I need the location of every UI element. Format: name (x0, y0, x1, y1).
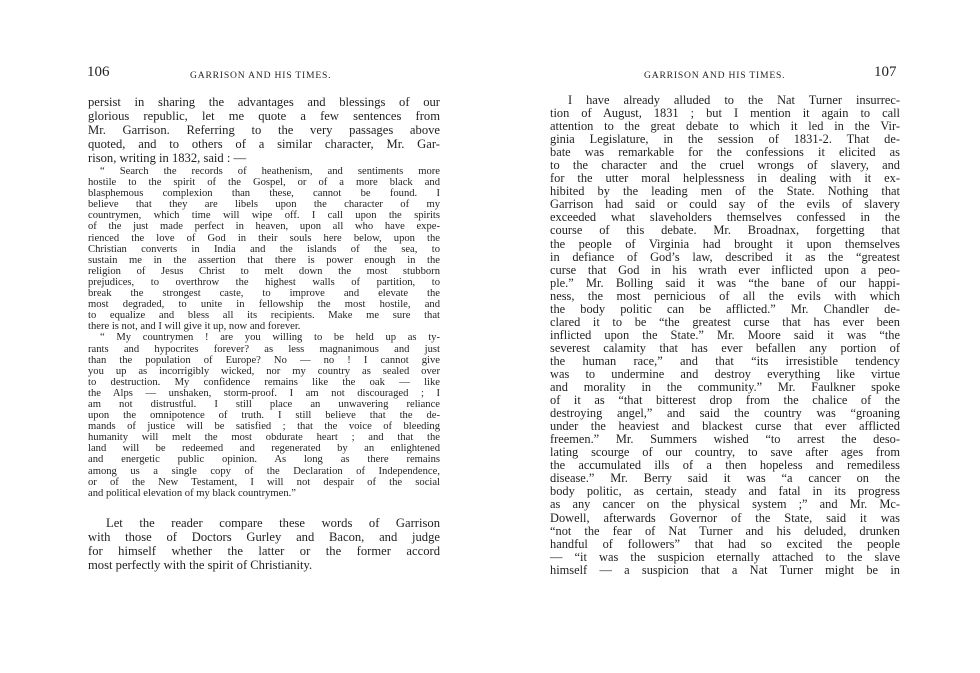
left-running-head: GARRISON AND HIS TIMES. (190, 70, 332, 81)
text-line: Dowell, afterwards Governor of the State, said it was (550, 510, 900, 525)
text-line: disease.” Mr. Berry said it was “a cancer on the (550, 471, 900, 486)
quote-line: among us a single copy of the Declaration of Independence, (88, 465, 440, 477)
quote-line: to destruction. My confidence remains like the oak — like (88, 376, 440, 388)
text-line: body politic, as certain, steady and fatal in its progress (550, 484, 900, 499)
text-line: the human race,” and that “its irresistible tendency (550, 353, 900, 368)
text-line: inflicted upon the State.” Mr. Moore said it was “the (550, 327, 900, 342)
quote-line: and political elevation of my black countrymen.” (88, 487, 296, 499)
right-body-text (550, 94, 900, 577)
text-line: in defiance of God’s law, described it as the “greatest (550, 249, 900, 264)
right-running-head: GARRISON AND HIS TIMES. (644, 70, 786, 81)
text-line: for the utter moral helplessness in dealing with it ex- (550, 171, 900, 186)
left-intro-paragraph (88, 95, 440, 165)
quote-line: land will be redeemed and regenerated by an enlightened (88, 443, 440, 455)
right-page-number: 107 (874, 64, 897, 80)
quote-line: Christian converts in India and the islands of the sea, to (88, 243, 440, 255)
text-line: exceeded what slaveholders themselves confessed in the (550, 210, 900, 225)
text-line: ginia Legislature, in the session of 1831-2. That de- (550, 132, 900, 147)
quote-line: you up as incorrigibly wicked, nor my country as sealed over (88, 365, 440, 377)
text-line: attention to the great debate to which it led in the Vir- (550, 119, 900, 134)
text-line: “not the fear of Nat Turner and his deluded, drunken (550, 523, 900, 538)
text-line: persist in sharing the advantages and blessings of our (88, 95, 440, 109)
quote-line: there is not, and I will give it up, now and forever. (88, 321, 301, 333)
quote-line: than the population of Europe? No — no ! I cannot give (88, 354, 440, 366)
left-page-number: 106 (87, 64, 110, 80)
text-line: tion of August, 1831 ; but I mention it again to call (550, 106, 900, 121)
text-line: for himself whether the latter or the former accord (88, 544, 440, 558)
text-line: and morality in the community.” Mr. Faulkner spoke (550, 380, 900, 395)
quote-line: upon the omnipotence of truth. I still believe that the de- (88, 410, 440, 422)
text-line: — “it was the suspicion eternally attached to the slave (550, 549, 900, 564)
text-line: was to undermine and destroy everything like virtue (550, 366, 900, 381)
text-line: hibited by the leading men of the State. Nothing that (550, 184, 900, 199)
text-line: ness, the most pernicious of all the evils with which (550, 288, 900, 303)
text-line: Garrison had said or could say of the evils of slavery (550, 197, 900, 212)
text-line: to the character and the cruel wrongs of slavery, and (550, 158, 900, 173)
text-line: Mr. Garrison. Referring to the very passages above (88, 123, 440, 137)
quote-line: humanity will melt the most obdurate heart ; and that the (88, 432, 440, 444)
quote-line: prejudices, to overthrow the highest walls of partition, to (88, 276, 440, 288)
text-line: curse that God in his wrath ever inflicted upon a peo- (550, 262, 900, 277)
quote-line: “ Search the records of heathenism, and sentiments more (100, 166, 440, 177)
text-line: course of this debate. Mr. Broadnax, forgetting that (550, 223, 900, 238)
text-line: I have already alluded to the Nat Turner insurrec- (568, 93, 900, 107)
quote-line: sustain me in the assertion that there is power enough in the (88, 254, 440, 266)
text-line: lating scourge of our country, to save after ages from (550, 445, 900, 460)
quote-line: break the strongest caste, to improve and elevate the (88, 288, 440, 300)
quote-line: most degraded, to unite in fellowship the most hostile, and (88, 299, 440, 311)
text-line: handful of followers” that had so excited the people (550, 536, 900, 551)
text-line: clared it to be “the greatest curse that has ever been (550, 314, 900, 329)
text-line: of it as “that bitterest drop from the chalice of the (550, 393, 900, 408)
quote-line: mands of justice will be satisfied ; that the voice of bleeding (88, 421, 440, 433)
quote-line: religion of Jesus Christ to melt down the most stubborn (88, 265, 440, 277)
text-line: the accumulated ills of a then hopeless and remediless (550, 458, 900, 473)
quote-line: believe that they are libels upon the character of my (88, 199, 440, 211)
text-line: ple.” Mr. Bolling said it was “the bane of our happi- (550, 275, 900, 290)
quote-line: hostile to the spirit of the Gospel, or of a more black and (88, 177, 440, 189)
left-closing-paragraph (88, 516, 440, 572)
right-page (490, 0, 980, 673)
text-line: the body politic can be afflicted.” Mr. Chandler de- (550, 301, 900, 316)
quote-line: the Alps — unshaken, storm-proof. I am not discouraged ; I (88, 387, 440, 399)
quote-line: blasphemous complexion than these, cannot be found. I (88, 188, 440, 200)
text-line: most perfectly with the spirit of Christianity. (88, 558, 313, 572)
text-line: bate was remarkable for the confessions it elicited as (550, 145, 900, 160)
text-line: glorious republic, let me quote a few sentences from (88, 109, 440, 123)
text-line: under the heaviest and blackest curse that ever afflicted (550, 419, 900, 434)
quote-line: or of the New Testament, I will not despair of the social (88, 476, 440, 488)
quote-line: “ My countrymen ! are you willing to be held up as ty- (100, 332, 440, 344)
text-line: as any cancer on the physical system ;” and Mr. Mc- (550, 497, 900, 512)
text-line: rison, writing in 1832, said : — (88, 151, 247, 165)
quote-line: to equalize and bless all its recipients. Make me sure that (88, 310, 440, 322)
quote-line: and energetic public opinion. As long as there remains (88, 454, 440, 466)
quote-line: countrymen, which time will wipe off. I call upon the spirits (88, 210, 440, 222)
text-line: destroying angel,” and said the country was “groaning (550, 406, 900, 421)
text-line: freemen.” Mr. Summers wished “to arrest the deso- (550, 432, 900, 447)
quote-line: rienced the love of God in their souls here below, upon the (88, 232, 440, 244)
text-line: himself — a suspicion that a Nat Turner might be in (550, 562, 900, 577)
text-line: the people of Virginia had brought it upon themselves (550, 236, 900, 251)
quote-line: rants and hypocrites forever? as less magnanimous and just (88, 343, 440, 355)
garrison-quote (88, 166, 440, 499)
quote-line: am not distrustful. I still place an unwavering reliance (88, 398, 440, 410)
text-line: Let the reader compare these words of Garrison (106, 516, 440, 530)
text-line: with those of Doctors Gurley and Bacon, and judge (88, 530, 440, 544)
text-line: severest calamity that has ever befallen any portion of (550, 340, 900, 355)
quote-line: of the just made perfect in heaven, upon all who have expe- (88, 221, 440, 233)
text-line: quoted, and to others of a similar character, Mr. Gar- (88, 137, 440, 151)
